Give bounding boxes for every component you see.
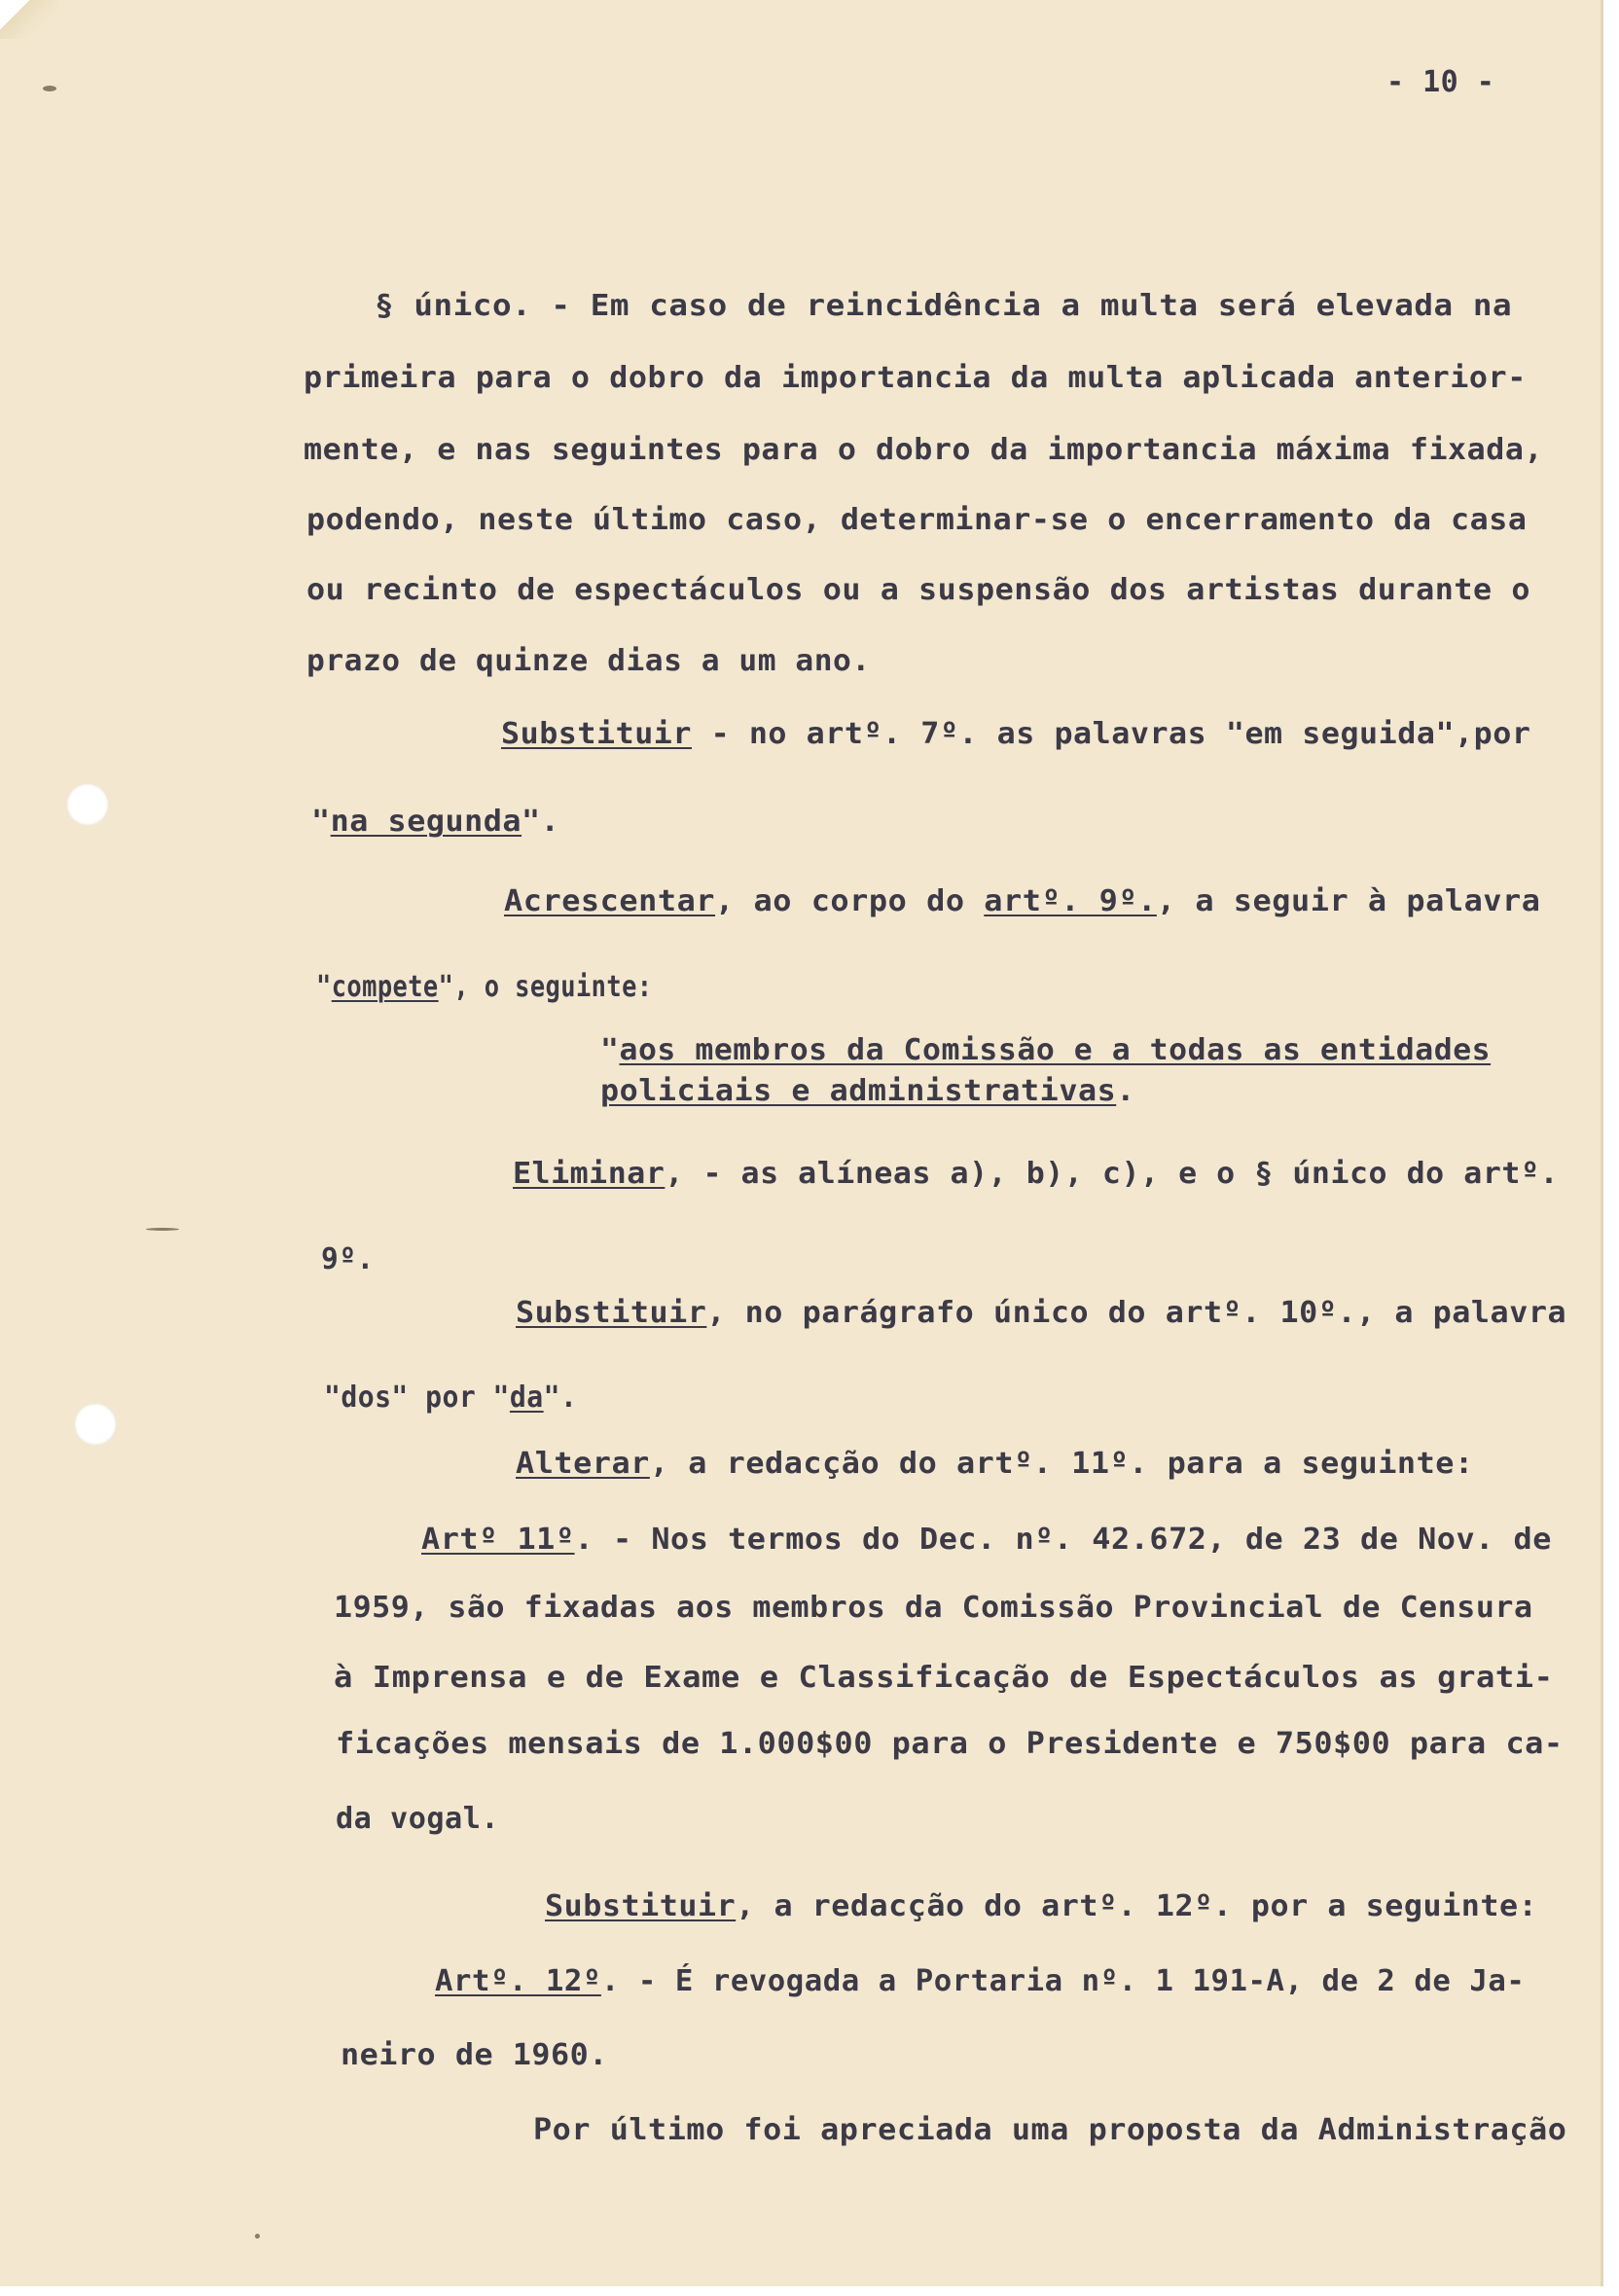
text-line	[336, 1802, 500, 1836]
text-fragment: à Imprensa e de Exame e Classificação de Espectáculos as grati-	[334, 1661, 1554, 1695]
text-line	[516, 1296, 1567, 1330]
paper-speck	[255, 2234, 260, 2239]
text-fragment: "dos" por "	[324, 1381, 510, 1415]
text-line	[306, 573, 1531, 607]
text-line	[324, 1383, 577, 1413]
text-line	[341, 2038, 608, 2072]
text-fragment: , - as alíneas a), b), c), e o § único do artº.	[665, 1157, 1560, 1191]
punch-hole	[66, 783, 109, 826]
text-fragment: Por último foi apreciada uma proposta da Administração	[533, 2113, 1567, 2147]
text-fragment: neiro de 1960.	[341, 2038, 608, 2072]
text-line	[336, 1727, 1564, 1761]
underlined-text: na segunda	[330, 805, 522, 839]
page-number: - 10 -	[1386, 65, 1495, 99]
underlined-text: Artº. 12º	[435, 1964, 601, 1998]
text-line	[306, 644, 871, 678]
text-line	[533, 2113, 1567, 2147]
text-line	[321, 1242, 375, 1276]
text-fragment: ".	[522, 805, 560, 839]
text-line	[421, 1525, 1552, 1555]
text-fragment: ".	[543, 1381, 578, 1415]
text-line	[501, 717, 1531, 751]
text-fragment: .	[1116, 1074, 1135, 1108]
text-fragment: 9º.	[321, 1242, 375, 1276]
text-line	[600, 1033, 1492, 1067]
underlined-text: compete	[331, 970, 439, 1004]
text-line	[304, 433, 1544, 467]
text-fragment: ou recinto de espectáculos ou a suspensão dos artistas durante o	[306, 573, 1531, 607]
text-line	[316, 970, 653, 1004]
text-line	[375, 289, 1513, 323]
text-fragment: "	[600, 1033, 620, 1067]
underlined-text: artº. 9º.	[984, 884, 1157, 918]
text-line	[304, 361, 1527, 395]
underlined-text: Substituir	[545, 1889, 737, 1923]
underlined-text: da	[509, 1381, 544, 1415]
punch-hole	[74, 1403, 117, 1446]
underlined-text: Artº 11º	[421, 1523, 575, 1557]
text-fragment: - no artº. 7º. as palavras "em seguida",por	[692, 717, 1531, 751]
text-fragment: , a redacção do artº. 12º. por a seguinte:	[736, 1889, 1538, 1923]
text-fragment: da vogal.	[336, 1802, 500, 1836]
text-fragment: § único. - Em caso de reincidência a multa será elevada na	[375, 289, 1513, 323]
text-line	[306, 503, 1528, 537]
folded-corner	[0, 0, 58, 39]
text-line	[435, 1964, 1526, 1998]
text-line	[600, 1074, 1135, 1108]
text-fragment: 1959, são fixadas aos membros da Comissão Provincial de Censura	[334, 1591, 1533, 1625]
text-line	[545, 1889, 1538, 1923]
underlined-text: policiais e administrativas	[600, 1074, 1117, 1108]
text-fragment: mente, e nas seguintes para o dobro da importancia máxima fixada,	[304, 433, 1544, 467]
text-fragment: primeira para o dobro da importancia da multa aplicada anterior-	[304, 361, 1527, 395]
text-fragment: prazo de quinze dias a um ano.	[306, 644, 871, 678]
text-fragment: . - É revogada a Portaria nº. 1 191-A, de 2 de Ja-	[600, 1964, 1526, 1998]
text-fragment: , a redacção do artº. 11º. para a seguinte:	[649, 1447, 1474, 1481]
text-line	[311, 807, 559, 837]
text-fragment: , ao corpo do	[715, 884, 985, 918]
text-fragment: ficações mensais de 1.000$00 para o Presidente e 750$00 para ca-	[336, 1727, 1564, 1761]
text-line	[504, 884, 1541, 918]
paper-speck	[43, 86, 56, 91]
text-fragment: "	[316, 970, 332, 1004]
underlined-text: Acrescentar	[504, 884, 716, 918]
text-line	[516, 1447, 1474, 1481]
underlined-text: Alterar	[516, 1447, 650, 1481]
text-line	[334, 1661, 1554, 1695]
text-fragment: , no parágrafo único do artº. 10º., a palavra	[706, 1296, 1567, 1330]
text-fragment: ", o seguinte:	[438, 970, 653, 1004]
underlined-text: Substituir	[516, 1296, 707, 1330]
text-fragment: , a seguir à palavra	[1156, 884, 1541, 918]
underlined-text: aos membros da Comissão e a todas as entidades	[619, 1033, 1492, 1067]
paper-speck	[146, 1228, 179, 1231]
underlined-text: Substituir	[501, 717, 693, 751]
underlined-text: Eliminar	[513, 1157, 666, 1191]
text-fragment: . - Nos termos do Dec. nº. 42.672, de 23 de Nov. de	[574, 1523, 1552, 1557]
text-fragment: podendo, neste último caso, determinar-se o encerramento da casa	[306, 503, 1528, 537]
text-line	[334, 1591, 1533, 1625]
text-fragment: "	[311, 805, 331, 839]
text-line	[513, 1157, 1560, 1191]
